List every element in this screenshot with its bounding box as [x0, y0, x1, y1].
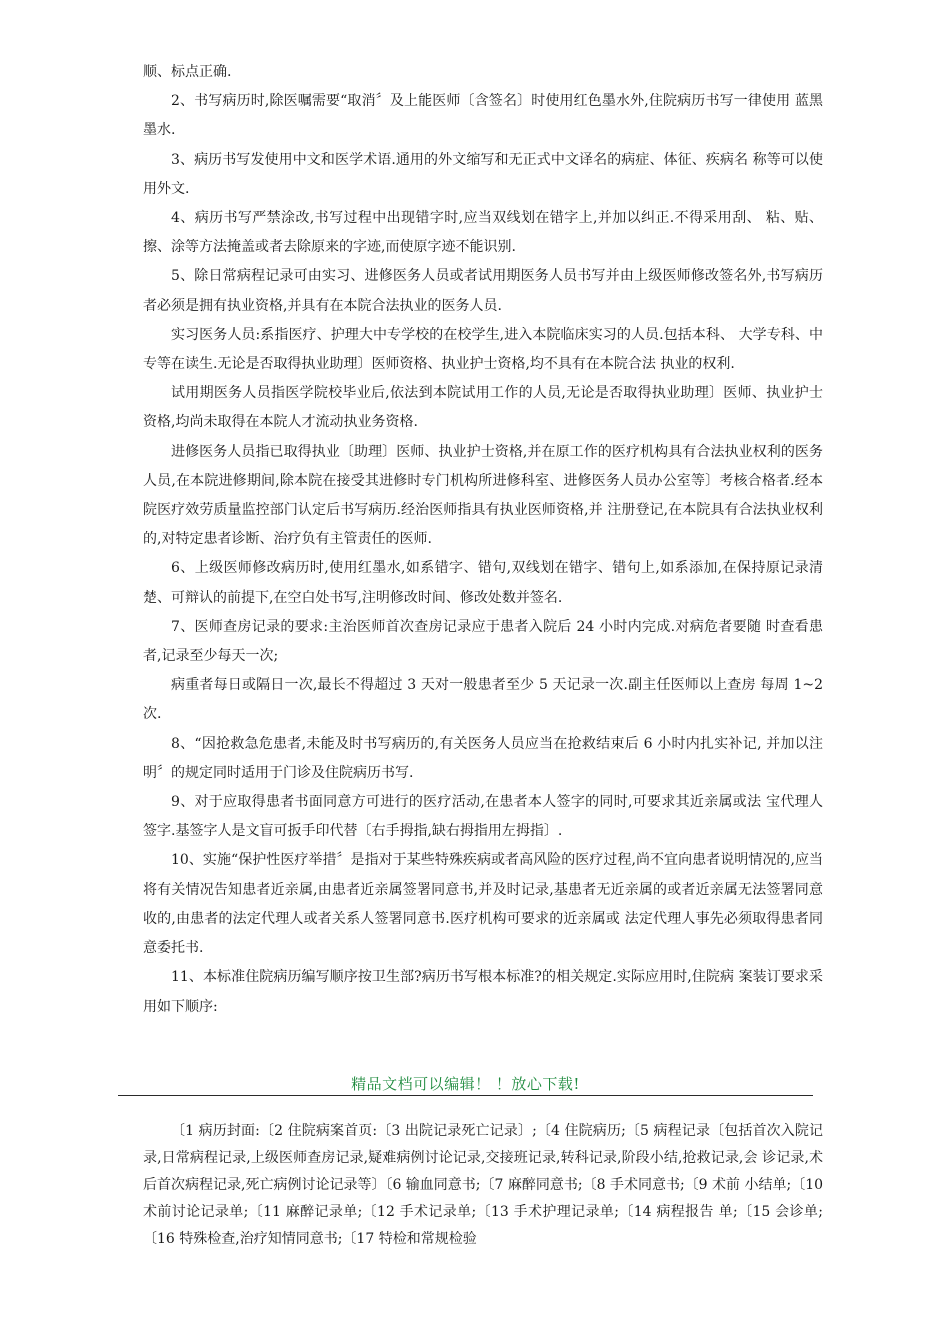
paragraph-filing-order: 〔1 病历封面:〔2 住院病案首页:〔3 出院记录死亡记录〕;〔4 住院病历;〔5 病程记录〔包括首次入院记 录,日常病程记录,上级医师查房记录,疑难病例讨论记录,交接班记录,转科记录,阶段小结,抢救记录,会 诊记录,术后首次病程记录,死亡病例讨论记录等〕〔6 输血同意书;〔7 麻醉同意书;〔8 手术同意书;〔9 术前 小结单;〔10 术前讨论记录单;〔11 麻醉记录单;〔12 手术记录单;〔13 手术护理记录单;〔14 病程报告 单;〔15 会诊单;〔16 特殊检查,治疗知情同意书;〔17 特检和常规检验 [143, 1123, 824, 1247]
paragraph-rule-7: 7、医师查房记录的要求:主治医师首次查房记录应于患者入院后 24 小时内完成.对病危者要随 时查看患者,记录至少每天一次; [143, 618, 823, 665]
paragraph-rule-4: 4、病历书写严禁涂改,书写过程中出现错字时,应当双线划在错字上,并加以纠正.不得采用刮、 粘、贴、擦、涂等方法掩盖或者去除原来的字迹,而使原字迹不能识别. [143, 210, 823, 256]
document-bottom [143, 1118, 823, 1253]
paragraph-rule-3: 3、病历书写发使用中文和医学术语.通用的外文缩写和无正式中文译名的病症、体征、疾病名 称等可以使用外文. [143, 151, 823, 197]
paragraph-continuation: 顺、标点正确. [143, 64, 232, 80]
paragraph-rule-10: 10、实施“保护性医疗举措〞是指对于某些特殊疾病或者高风险的医疗过程,尚不宜向患者说明情况的,应当将有关情况告知患者近亲属,由患者近亲属签署同意书,并及时记录,基患者无近亲属的或者近亲属无法签署同意收的,由患者的法定代理人或者关系人签署同意书.医疗机构可要求的近亲属或 法定代理人事先必须取得患者同意委托书. [143, 852, 823, 957]
document-body [143, 58, 823, 1022]
paragraph-rule-9: 9、对于应取得患者书面同意方可进行的医疗活动,在患者本人签字的同时,可要求其近亲属或法 宝代理人签字.基签字人是文盲可扳手印代替〔右手拇指,缺右拇指用左拇指〕. [143, 794, 823, 840]
paragraph-rule-7-detail: 病重者每日或隔日一次,最长不得超过 3 天对一般患者至少 5 天记录一次.副主任医师以上查房 每周 1~2 次. [143, 677, 823, 723]
paragraph-rule-11: 11、本标准住院病历编写顺序按卫生部?病历书写根本标准?的相关规定.实际应用时,住院病 案装订要求采用如下顺序: [143, 969, 823, 1015]
paragraph-rule-6: 6、上级医师修改病历时,使用红墨水,如系错字、错句,双线划在错字、错句上,如系添加,在保持原记录清楚、可辩认的前提下,在空白处书写,注明修改时间、修改处数并签名. [143, 560, 823, 606]
paragraph-intern-definition: 实习医务人员:系指医疗、护理大中专学校的在校学生,进入本院临床实习的人员.包括本科、 大学专科、中专等在读生.无论是否取得执业助理〕医师资格、执业护士资格,均不具有在本院合法 执业的权利. [143, 326, 823, 373]
paragraph-rule-8: 8、“因抢救急危患者,未能及时书写病历的,有关医务人员应当在抢救结束后 6 小时内扎实补记, 并加以注明〞的规定同时适用于门诊及住院病历书写. [143, 735, 823, 781]
paragraph-rule-2: 2、书写病历时,除医嘱需要“取消〞及上能医师〔含签名〕时使用红色墨水外,住院病历书写一律使用 蓝黑墨水. [143, 93, 823, 139]
paragraph-rule-5: 5、除日常病程记录可由实习、进修医务人员或者试用期医务人员书写并由上级医师修改签名外,书写病历者必须是拥有执业资格,并具有在本院合法执业的医务人员. [143, 268, 823, 314]
paragraph-trainee-definition: 进修医务人员指已取得执业〔助理〕医师、执业护士资格,并在原工作的医疗机构具有合法执业权利的医务人员,在本院进修期间,除本院在接受其进修时专门机构所进修科室、进修医务人员办公室等〕考核合格者.经本院医疗效劳质量监控部门认定后书写病历.经治医师指具有执业医师资格,并 注册登记,在本院具有合法执业权利的,对特定患者诊断、治疗负有主管责任的医师. [143, 443, 823, 548]
paragraph-probation-definition: 试用期医务人员指医学院校毕业后,依法到本院试用工作的人员,无论是否取得执业助理〕医师、执业护士资格,均尚未取得在本院人才流动执业务资格. [143, 385, 823, 431]
footer-banner: 精品文档可以编辑！ ！放心下载! [118, 1073, 813, 1096]
